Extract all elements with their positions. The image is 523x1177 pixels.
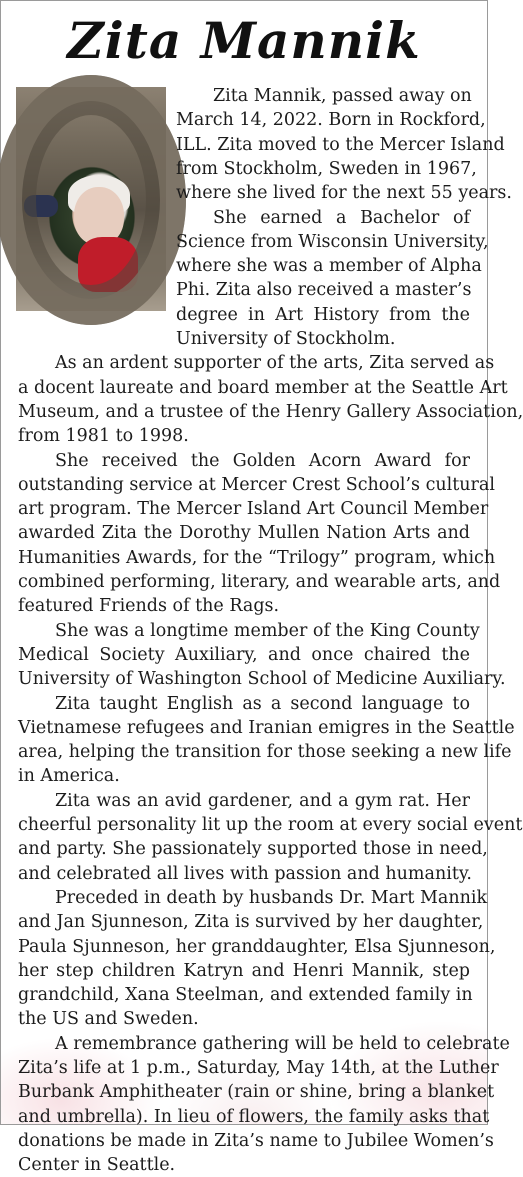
text-line: Paula Sjunneson, her granddaughter, Elsa Sjunneson, — [18, 936, 496, 957]
portrait-photo — [16, 87, 166, 311]
text-line: degree in Art History from the — [176, 304, 470, 325]
text-line: and umbrella). In lieu of flowers, the family asks that — [18, 1106, 490, 1127]
text-line: Zita taught English as a second language to — [55, 693, 470, 714]
text-line: outstanding service at Mercer Crest School’s cultural — [18, 474, 495, 495]
text-line: Vietnamese refugees and Iranian emigres in the Seattle — [18, 717, 515, 738]
text-line: combined performing, literary, and wearable arts, and — [18, 572, 501, 592]
text-line: She received the Golden Acorn Award for — [55, 450, 470, 471]
text-line: from Stockholm, Sweden in 1967, — [176, 158, 477, 179]
text-line: art program. The Mercer Island Art Council Member — [18, 499, 489, 520]
text-line: March 14, 2022. Born in Rockford, — [176, 110, 486, 131]
text-line: and Jan Sjunneson, Zita is survived by her daughter, — [18, 912, 484, 933]
text-line: Center in Seattle. — [18, 1155, 176, 1176]
text-line: A remembrance gathering will be held to celebrate — [55, 1033, 510, 1054]
text-line: University of Washington School of Medicine Auxiliary. — [18, 669, 506, 690]
text-line: Humanities Awards, for the “Trilogy” program, which — [18, 547, 496, 568]
text-line: from 1981 to 1998. — [18, 426, 189, 447]
text-line: Preceded in death by husbands Dr. Mart Mannik — [55, 887, 488, 908]
text-line: featured Friends of the Rags. — [18, 596, 280, 617]
text-line: ILL. Zita moved to the Mercer Island — [176, 134, 505, 155]
text-line: donations be made in Zita’s name to Jubilee Women’s — [18, 1130, 494, 1151]
text-line: Zita Mannik, passed away on — [213, 86, 472, 106]
text-line: and party. She passionately supported those in need, — [18, 839, 488, 860]
text-line: her step children Katryn and Henri Mannik, step — [18, 960, 470, 981]
text-line: She was a longtime member of the King County — [55, 620, 480, 641]
text-line: where she was a member of Alpha — [176, 256, 482, 277]
text-line: University of Stockholm. — [176, 329, 396, 349]
text-line: As an ardent supporter of the arts, Zita served as — [55, 353, 495, 374]
text-line: Burbank Amphitheater (rain or shine, bring a blanket — [18, 1082, 495, 1103]
text-line: awarded Zita the Dorothy Mullen Nation Arts and — [18, 523, 470, 544]
text-line: She earned a Bachelor of — [213, 207, 470, 228]
text-line: grandchild, Xana Steelman, and extended family in — [18, 985, 473, 1006]
text-line: Phi. Zita also received a master’s — [176, 280, 472, 301]
text-line: Science from Wisconsin University, — [176, 231, 489, 252]
text-line: area, helping the transition for those seeking a new life — [18, 742, 512, 763]
text-line: a docent laureate and board member at the Seattle Art — [18, 377, 508, 398]
text-line: cheerful personality lit up the room at every social event — [18, 815, 523, 835]
text-line: the US and Sweden. — [18, 1009, 199, 1030]
text-line: Zita was an avid gardener, and a gym rat. Her — [55, 790, 470, 811]
text-line: Zita’s life at 1 p.m., Saturday, May 14th, at the Luther — [18, 1058, 499, 1078]
photo-frame-rock — [0, 75, 186, 325]
text-line: in America. — [18, 766, 120, 787]
text-line: Medical Society Auxiliary, and once chaired the — [18, 644, 470, 665]
text-line: Museum, and a trustee of the Henry Gallery Association, — [18, 401, 523, 422]
text-line: and celebrated all lives with passion and humanity. — [18, 863, 472, 884]
text-line: where she lived for the next 55 years. — [176, 183, 512, 204]
obituary-title: Zita Mannik — [67, 11, 421, 70]
